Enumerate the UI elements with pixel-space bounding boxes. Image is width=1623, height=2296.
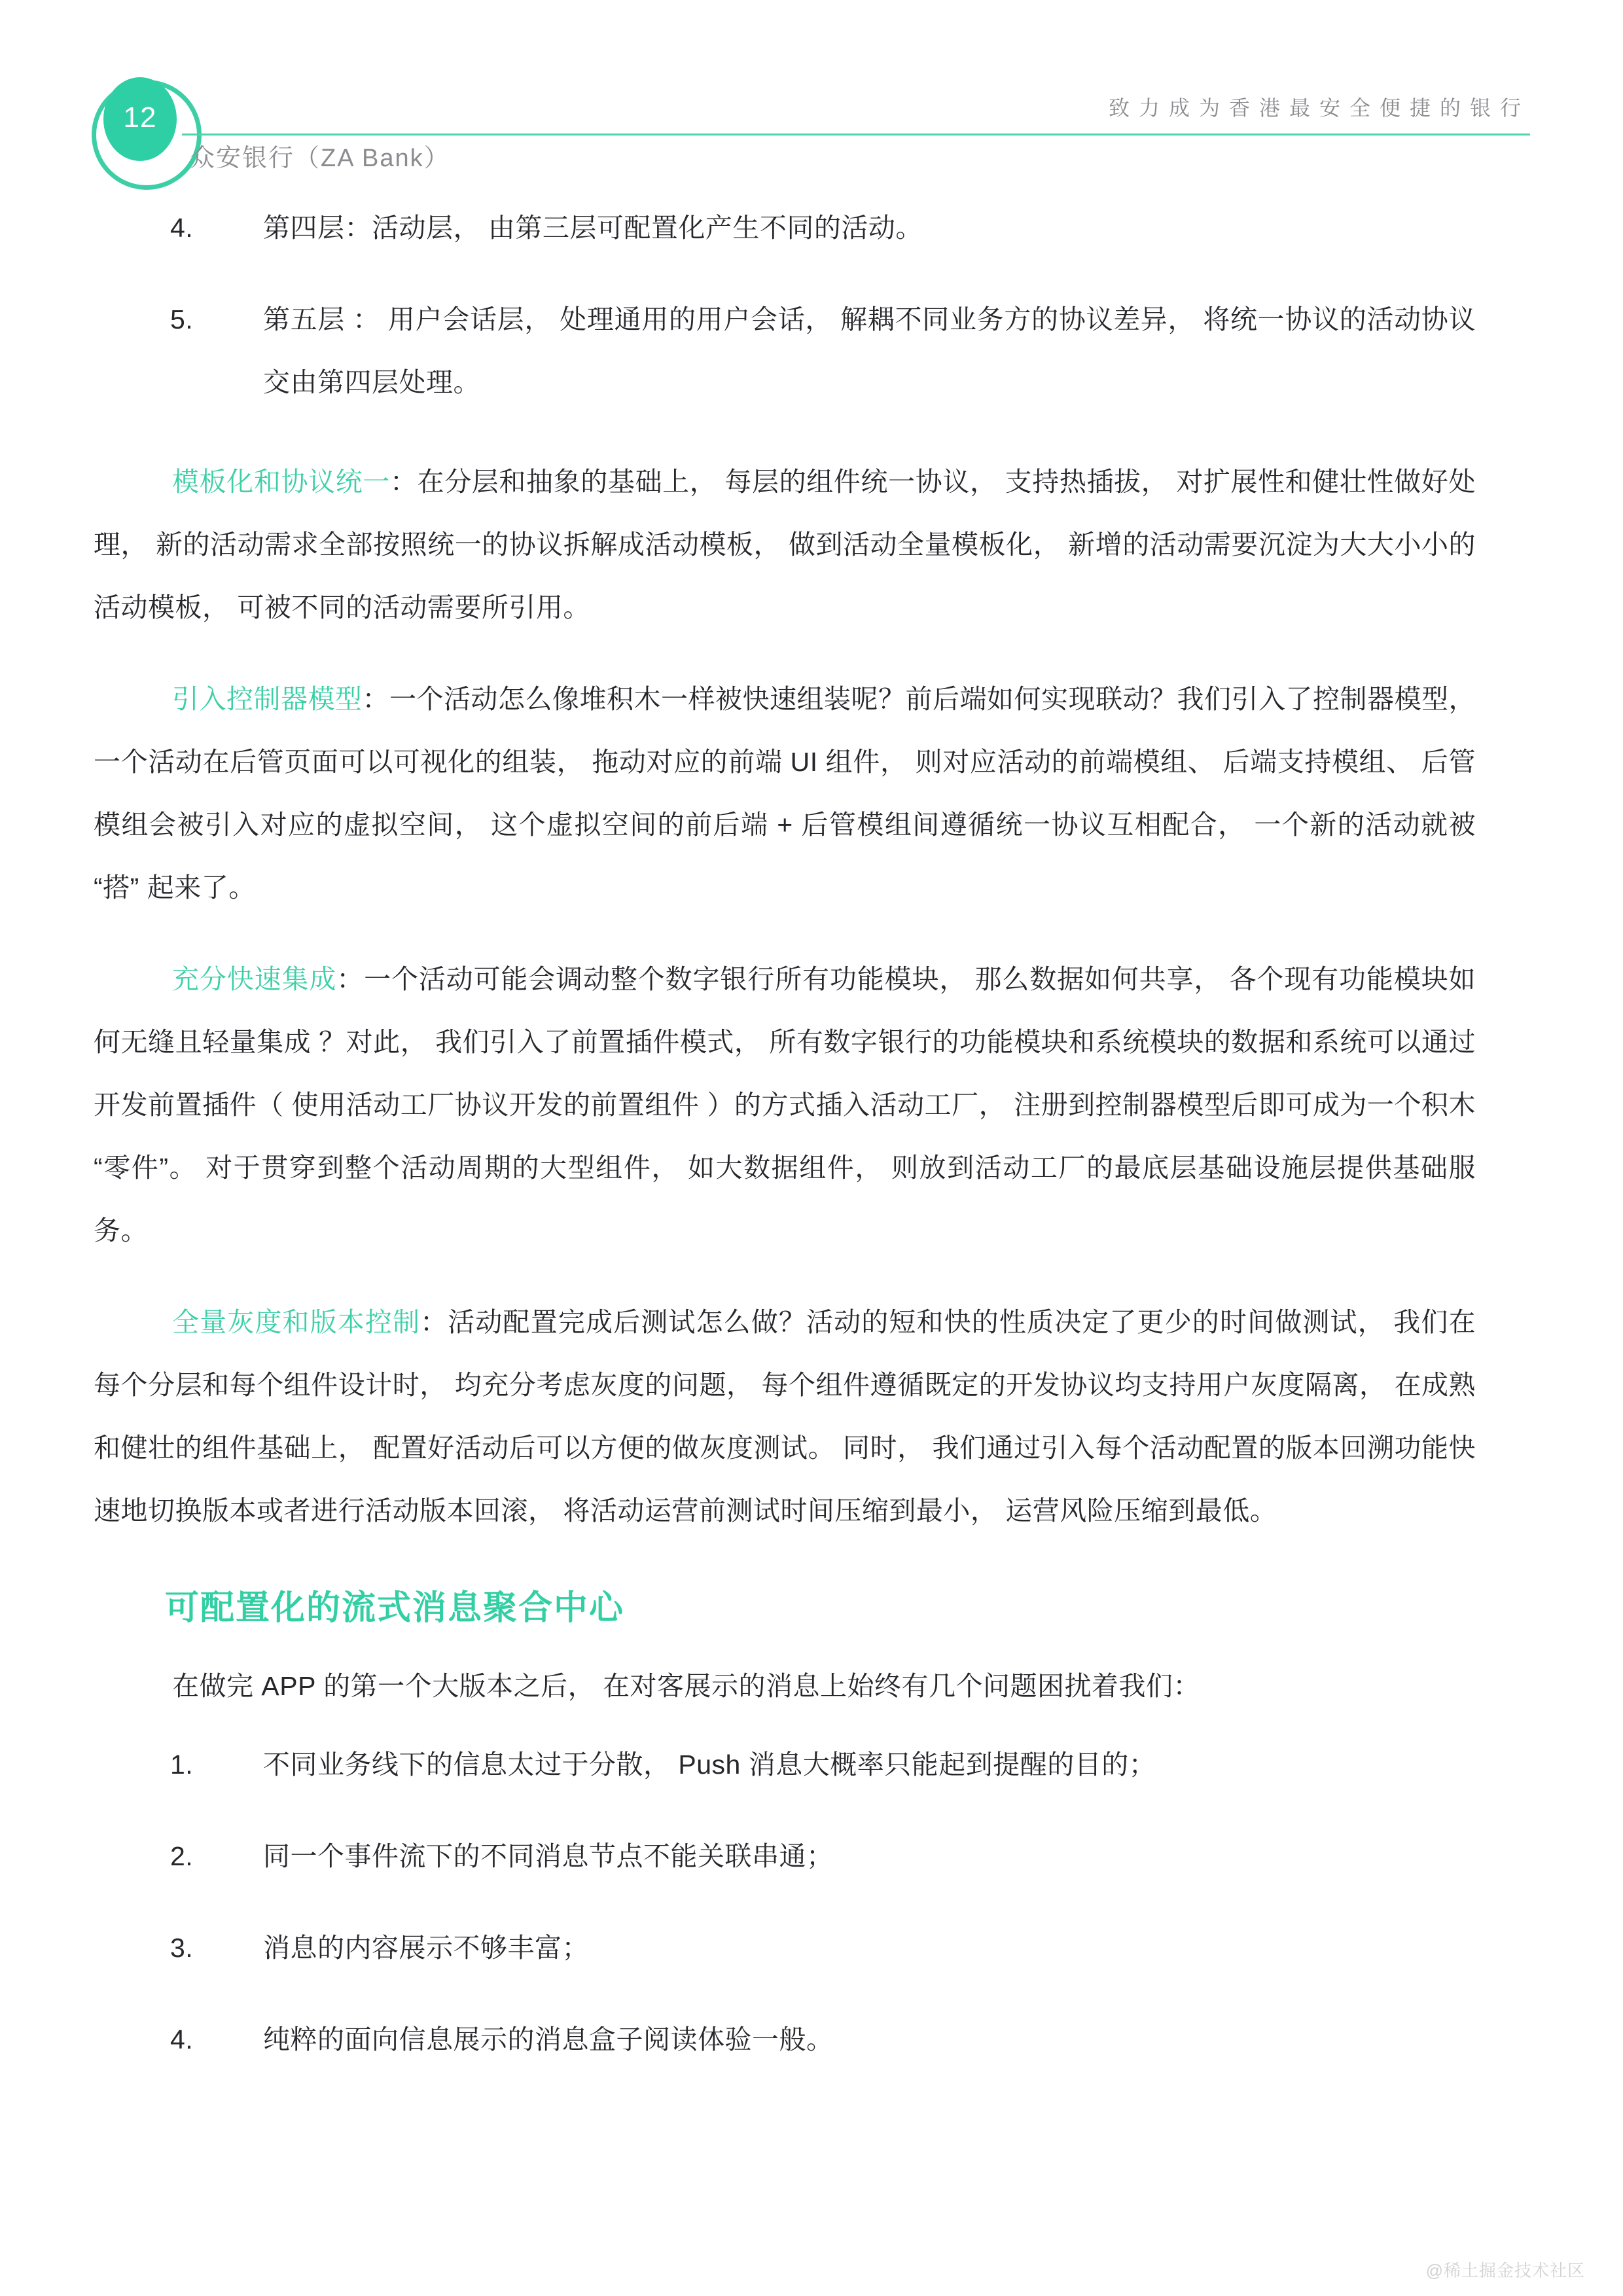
header-tagline: 致力成为香港最安全便捷的银行	[1108, 96, 1530, 120]
source-watermark: @稀土掘金技术社区	[1425, 2261, 1585, 2280]
list-item	[170, 1825, 1623, 1888]
list-item-marker: 4.	[170, 213, 194, 243]
paragraph-lead-label: 引入控制器模型	[172, 684, 363, 714]
page-header	[0, 0, 1623, 196]
header-horizontal-rule	[182, 134, 1530, 135]
list-item	[170, 2008, 1623, 2071]
paragraph-text: ：在分层和抽象的基础上， 每层的组件统一协议， 支持热插拔， 对扩展性和健壮性做好处理， 新的活动需求全部按照统一的协议拆解成活动模板， 做到活动全量模板化， 新增的活动需要沉淀为大大小小的活动模板， 可被不同的活动需要所引用。	[94, 467, 1476, 622]
paragraph-fast-integration	[94, 948, 1476, 1262]
list-item-marker: 2.	[170, 1841, 194, 1871]
list-item-text: 消息的内容展示不够丰富；	[263, 1933, 589, 1963]
header-brand-name: 众安银行（ZA Bank）	[190, 145, 450, 172]
list-item-text: 同一个事件流下的不同消息节点不能关联串通；	[263, 1841, 834, 1871]
document-body	[0, 196, 1623, 2071]
list-item-marker: 3.	[170, 1933, 194, 1963]
list-item	[170, 1733, 1623, 1796]
list-item-marker: 4.	[170, 2024, 194, 2054]
page-number-label: 12	[123, 101, 157, 134]
section-heading: 可配置化的流式消息聚合中心	[165, 1589, 625, 1627]
list-item-text: 纯粹的面向信息展示的消息盒子阅读体验一般。	[263, 2024, 834, 2054]
list-item-marker: 1.	[170, 1749, 194, 1780]
list-item-text: 不同业务线下的信息太过于分散， Push 消息大概率只能起到提醒的目的；	[263, 1749, 1156, 1780]
paragraph-text: ：一个活动怎么像堆积木一样被快速组装呢？前后端如何实现联动？我们引入了控制器模型，一个活动在后管页面可以可视化的组装， 拖动对应的前端 UI 组件， 则对应活动的前端模组、 后端支持模组、 后管模组会被引入对应的虚拟空间， 这个虚拟空间的前后端 + 后管模组间遵循统一协议互相配合， 一个新的活动就被 “搭” 起来了。	[94, 684, 1476, 903]
paragraph-templating	[94, 450, 1476, 639]
list-item	[170, 288, 1623, 414]
paragraph-controller-model	[94, 668, 1476, 919]
paragraph-lead-label: 全量灰度和版本控制	[172, 1307, 421, 1337]
list-item	[170, 196, 1623, 259]
list-item-text: 第四层：活动层， 由第三层可配置化产生不同的活动。	[263, 213, 923, 243]
paragraph-lead-label: 模板化和协议统一	[172, 467, 390, 497]
list-item-text: 第五层 ： 用户会话层， 处理通用的用户会话， 解耦不同业务方的协议差异， 将统一协议的活动协议交由第四层处理。	[263, 304, 1476, 397]
paragraph-grayscale-versioning	[94, 1291, 1476, 1542]
page-number-badge	[103, 77, 177, 161]
paragraph-lead-label: 充分快速集成	[172, 964, 337, 994]
section-intro-paragraph: 在做完 APP 的第一个大版本之后， 在对客展示的消息上始终有几个问题困扰着我们：	[172, 1671, 1200, 1701]
list-item	[170, 1916, 1623, 1979]
list-item-marker: 5.	[170, 304, 194, 334]
paragraph-text: ：一个活动可能会调动整个数字银行所有功能模块， 那么数据如何共享， 各个现有功能模块如何无缝且轻量集成 ？对此， 我们引入了前置插件模式， 所有数字银行的功能模块和系统模块的数据和系统可以通过开发前置插件（ 使用活动工厂协议开发的前置组件 ）的方式插入活动工厂， 注册到控制器模型后即可成为一个积木 “零件”。 对于贯穿到整个活动周期的大型组件， 如大数据组件， 则放到活动工厂的最底层基础设施层提供基础服务。	[94, 964, 1476, 1246]
paragraph-text: ：活动配置完成后测试怎么做？活动的短和快的性质决定了更少的时间做测试， 我们在每个分层和每个组件设计时， 均充分考虑灰度的问题， 每个组件遵循既定的开发协议均支持用户灰度隔离， 在成熟和健壮的组件基础上， 配置好活动后可以方便的做灰度测试。 同时， 我们通过引入每个活动配置的版本回溯功能快速地切换版本或者进行活动版本回滚， 将活动运营前测试时间压缩到最小， 运营风险压缩到最低。	[94, 1307, 1476, 1526]
